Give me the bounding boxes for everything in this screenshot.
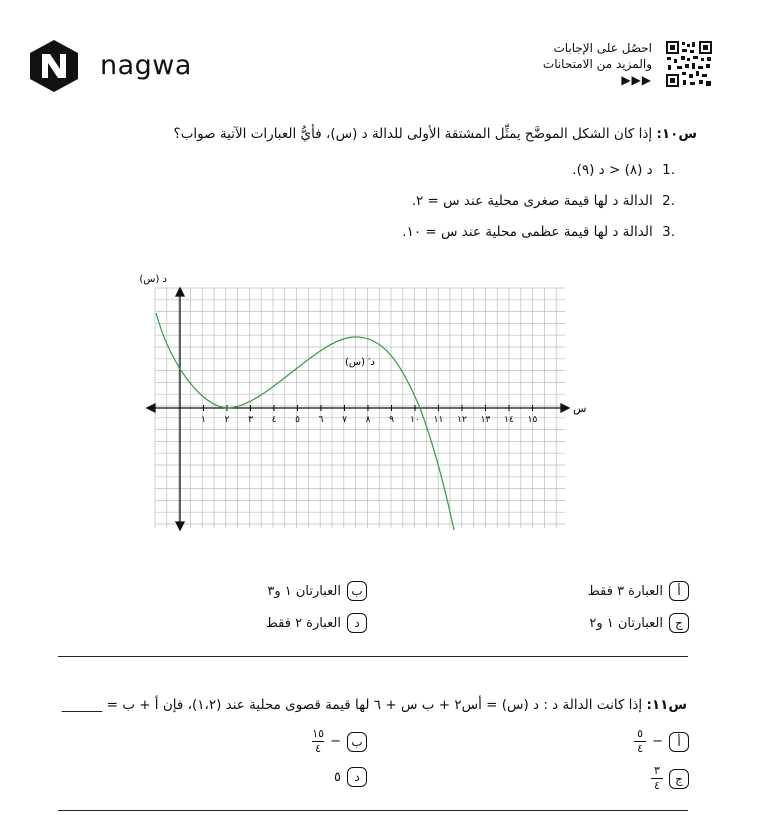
x-tick-label: ٧ [342, 415, 347, 425]
x-tick-label: ٨ [365, 415, 371, 425]
x-tick-label: ١٢ [457, 415, 467, 425]
q11-option-a-denominator: ٤ [637, 742, 644, 755]
option-a-badge: أ [669, 581, 689, 601]
derivative-graph [139, 268, 587, 538]
divider-1 [58, 656, 688, 657]
option-c[interactable] [589, 613, 689, 633]
option-d-badge: د [347, 613, 367, 633]
statement-1-text: د (٨) < د (٩). [572, 162, 653, 178]
q11-option-c-fraction [651, 765, 663, 792]
x-tick-label: ١ [201, 415, 206, 425]
option-c-badge: ج [669, 613, 689, 633]
option-d[interactable] [266, 613, 367, 633]
q11-option-b-numerator: ١٥ [312, 727, 325, 740]
q11-option-b[interactable] [312, 728, 367, 755]
q11-option-b-badge: ب [347, 732, 367, 752]
x-tick-label: ١٤ [504, 415, 514, 425]
x-tick-label: ٢ [224, 415, 230, 425]
statement-3-number: .3 [662, 224, 675, 240]
q11-option-c[interactable] [651, 765, 689, 792]
question-10-text: إذا كان الشكل الموضَّح يمثِّل المشتقة الأولى للدالة د (س)، فأيُّ العبارات الآتية صواب؟ [173, 126, 653, 142]
statement-3-text: الدالة د لها قيمة عظمى محلية عند س = ١٠. [402, 224, 653, 240]
graph-axes [147, 288, 569, 530]
option-b-badge: ب [347, 581, 367, 601]
x-tick-label: ٤ [271, 415, 277, 425]
option-b[interactable] [267, 581, 367, 601]
q11-option-b-sign: − [330, 734, 341, 749]
statement-1 [175, 162, 675, 178]
q11-option-a-fraction [634, 728, 646, 755]
x-tick-label: ١٠ [410, 415, 420, 425]
x-axis-label: س [573, 402, 587, 415]
nagwa-logo-icon [30, 40, 78, 92]
x-tick-label: ١١ [433, 415, 444, 425]
question-10-stem [47, 126, 697, 142]
cta-line-1: احصُل على الإجابات [553, 41, 652, 55]
q11-option-a-sign: − [652, 734, 663, 749]
q11-option-d-badge: د [347, 767, 367, 787]
nagwa-logo[interactable] [30, 40, 192, 95]
option-b-text: العبارتان ١ و٣ [267, 583, 341, 599]
question-10-number: س١٠: [656, 126, 697, 142]
q11-option-c-denominator: ٤ [654, 779, 660, 792]
x-tick-label: ٦ [318, 415, 324, 425]
brand-name: nagwa [100, 50, 192, 81]
x-tick-label: ١٣ [480, 415, 491, 425]
option-d-text: العبارة ٢ فقط [265, 615, 341, 631]
q11-option-a-numerator: ٥ [637, 727, 644, 740]
statement-3 [175, 224, 675, 240]
q11-option-c-badge: ج [669, 769, 689, 789]
q11-option-d[interactable] [334, 767, 367, 787]
cta-arrows-icon: ▶▶▶ [621, 73, 652, 87]
y-axis-label: د (س) [139, 274, 167, 285]
question-11-stem [47, 697, 687, 713]
x-tick-label: ١٥ [527, 415, 538, 425]
x-tick-label: ٩ [389, 415, 394, 425]
question-11-text: إذا كانت الدالة د : د (س) = أس٢ + ب س + ٦ لها قيمة قصوى محلية عند (١،٢)، فإن أ + ب = ______ [61, 697, 643, 713]
option-a-text: العبارة ٣ فقط [587, 583, 663, 599]
q11-option-b-fraction [312, 728, 324, 755]
statement-2-text: الدالة د لها قيمة صغرى محلية عند س = ٢. [411, 193, 653, 209]
divider-2 [58, 810, 688, 811]
x-tick-label: ٥ [295, 415, 300, 425]
statement-1-number: .1 [662, 162, 675, 178]
statement-2-number: .2 [662, 193, 675, 209]
option-c-text: العبارتان ١ و٢ [589, 615, 663, 631]
curve-label: د′ (س) [345, 357, 375, 368]
qr-code-icon[interactable] [665, 40, 713, 88]
question-11-number: س١١: [646, 697, 687, 713]
statement-2 [175, 193, 675, 209]
option-a[interactable] [588, 581, 689, 601]
q11-option-c-numerator: ٣ [654, 764, 660, 777]
q11-option-d-text: ٥ [334, 769, 341, 785]
q11-option-a-badge: أ [669, 732, 689, 752]
x-tick-label: ٣ [248, 415, 253, 425]
cta-line-2: والمزيد من الامتحانات [542, 57, 652, 71]
q11-option-a[interactable] [634, 728, 689, 755]
header-cta[interactable] [492, 40, 652, 88]
q11-option-b-denominator: ٤ [315, 742, 322, 755]
